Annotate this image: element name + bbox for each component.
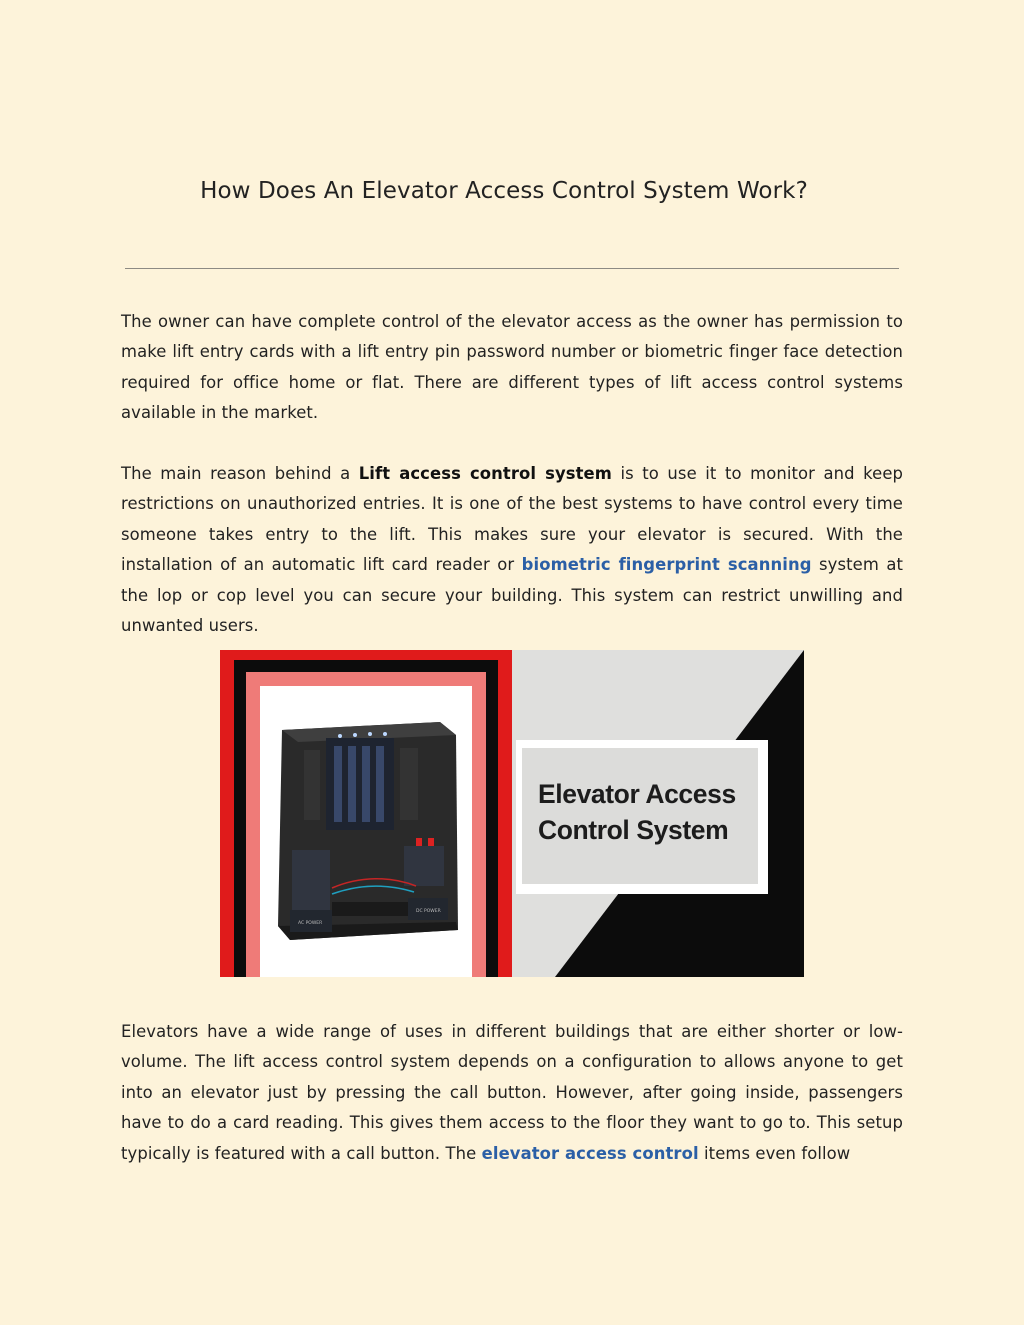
link-elevator-access-control[interactable]: elevator access control <box>481 1143 699 1163</box>
paragraph-text: Elevators have a wide range of uses in different buildings that are either shorter or low-volume. The lift access control system depends on a configuration to allows anyone to get into an elevator just by pressing the call button. However, after going inside, passengers have to do a card reading. This gives them access to the floor they want to go to. This setup typically is featured with a call button. The <box>121 1022 903 1163</box>
ac-power-label: AC POWER <box>298 921 323 926</box>
paragraph-elevators <box>121 1017 903 1169</box>
title-divider <box>125 268 899 269</box>
caption-frame <box>516 740 768 894</box>
paragraph-text: The main reason behind a <box>121 464 359 483</box>
elevator-access-control-image <box>220 650 804 977</box>
paragraph-text: is to use it to monitor and keep restrictions on unauthorized entries. It is one of the best systems to have control every time someone takes entry to the lift. This makes sure your elevator is secured. With the installation of an automatic lift card reader or <box>121 464 904 575</box>
page-title: How Does An Elevator Access Control System Work? <box>200 178 808 204</box>
controller-box-icon <box>278 722 458 940</box>
paragraph-main-reason <box>121 459 903 641</box>
paragraph-intro: The owner can have complete control of the elevator access as the owner has permission to make lift entry cards with a lift entry pin password number or biometric finger face detection required for office home or flat. There are different types of lift access control systems available in the market. <box>121 312 903 423</box>
caption-line-1: Elevator Access <box>538 779 736 809</box>
caption-panel <box>522 748 758 884</box>
paragraph-text: system at the lop or cop level you can secure your building. This system can restrict unwilling and unwanted users. <box>121 555 903 636</box>
paragraph-text: items even follow <box>698 1143 851 1163</box>
link-biometric-fingerprint-scanning[interactable]: biometric fingerprint scanning <box>521 555 812 575</box>
caption-line-2: Control System <box>538 815 729 845</box>
bold-lift-access-control-system: Lift access control system <box>358 464 612 483</box>
dc-power-label: DC POWER <box>416 909 441 914</box>
caption-text <box>538 776 736 848</box>
